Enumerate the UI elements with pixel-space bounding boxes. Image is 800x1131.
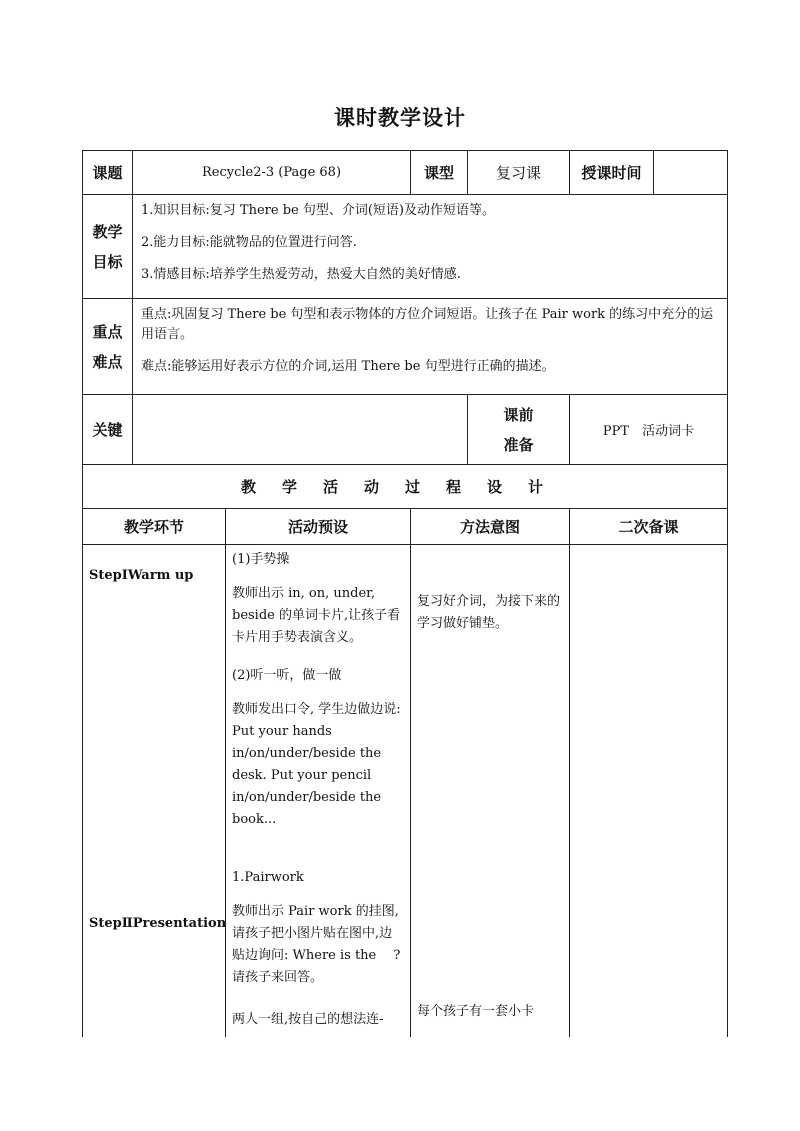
objective-ability: 2.能力目标:能就物品的位置进行问答.	[141, 235, 357, 250]
prep-label-line2: 准备	[503, 435, 534, 454]
activity-listen-title: (2)听一听，做一做	[232, 668, 342, 683]
activity-header	[83, 465, 728, 509]
objective-knowledge: 1.知识目标:复习 There be 句型、介词(短语)及动作短语等。	[141, 203, 495, 218]
activity-header-text: 教学活动过程设计	[241, 478, 570, 496]
activity-pairwork-desc: 教师出示 Pair work 的挂图,请孩子把小图片贴在图中,边贴边询问: Where is the ? 请孩子来回答。	[232, 904, 401, 985]
activity-header-row	[83, 465, 728, 509]
time-label: 授课时间	[570, 151, 654, 195]
activity-body-row	[83, 545, 728, 1038]
lesson-plan-table	[82, 150, 728, 1037]
method-cards: 每个孩子有一套小卡	[417, 1004, 535, 1019]
col-header-method: 方法意图	[411, 509, 570, 545]
key-value	[133, 395, 468, 465]
topic-row	[83, 151, 728, 195]
objectives-label-line2: 目标	[92, 252, 123, 271]
key-prep-row	[83, 395, 728, 465]
time-value	[654, 151, 728, 195]
topic-label: 课题	[83, 151, 133, 195]
objectives-label-line1: 教学	[92, 222, 123, 241]
keypoint-focus: 重点:巩固复习 There be 句型和表示物体的方位介词短语。让孩子在 Pair work 的练习中充分的运用语言。	[141, 307, 714, 342]
col-header-stage: 教学环节	[83, 509, 226, 545]
prep-label	[468, 395, 570, 465]
keypoints-label	[83, 299, 133, 395]
activity-listen-desc: 教师发出口令, 学生边做边说: Put your hands in/on/under/beside the desk. Put your pencil in/on/under/beside the book...	[232, 702, 401, 827]
keypoints-label-line2: 难点	[92, 352, 123, 371]
activity-pairwork-group: 两人一组,按自己的想法连-	[232, 1012, 384, 1027]
topic-value: Recycle2-3 (Page 68)	[133, 151, 411, 195]
keypoints-content	[133, 299, 728, 395]
method-cell	[411, 545, 570, 1038]
col-header-revision: 二次备课	[570, 509, 728, 545]
stage-cell	[83, 545, 226, 1038]
activity-pairwork-title: 1.Pairwork	[232, 870, 304, 885]
keypoints-label-line1: 重点	[92, 322, 123, 341]
key-label: 关键	[83, 395, 133, 465]
page-title: 课时教学设计	[334, 105, 466, 130]
step-presentation: StepⅡPresentation	[89, 916, 227, 931]
col-header-activity: 活动预设	[226, 509, 411, 545]
keypoint-difficulty: 难点:能够运用好表示方位的介词,运用 There be 句型进行正确的描述。	[141, 359, 555, 374]
objective-emotion: 3.情感目标:培养学生热爱劳动，热爱大自然的美好情感.	[141, 267, 461, 282]
type-value: 复习课	[468, 151, 570, 195]
activity-gesture-title: (1)手势操	[232, 552, 290, 567]
activity-gesture-desc: 教师出示 in, on, under, beside 的单词卡片,让孩子看卡片用手势表演含义。	[232, 586, 401, 645]
objectives-content	[133, 195, 728, 299]
prep-value: PPT 活动词卡	[570, 395, 728, 465]
objectives-row	[83, 195, 728, 299]
column-header-row	[83, 509, 728, 545]
step-warm-up: StepⅠWarm up	[89, 568, 194, 583]
activity-cell	[226, 545, 411, 1038]
keypoints-row	[83, 299, 728, 395]
type-label: 课型	[411, 151, 468, 195]
method-review: 复习好介词，为接下来的学习做好铺垫。	[417, 594, 561, 631]
revision-cell	[570, 545, 728, 1038]
objectives-label	[83, 195, 133, 299]
prep-label-line1: 课前	[503, 405, 534, 424]
